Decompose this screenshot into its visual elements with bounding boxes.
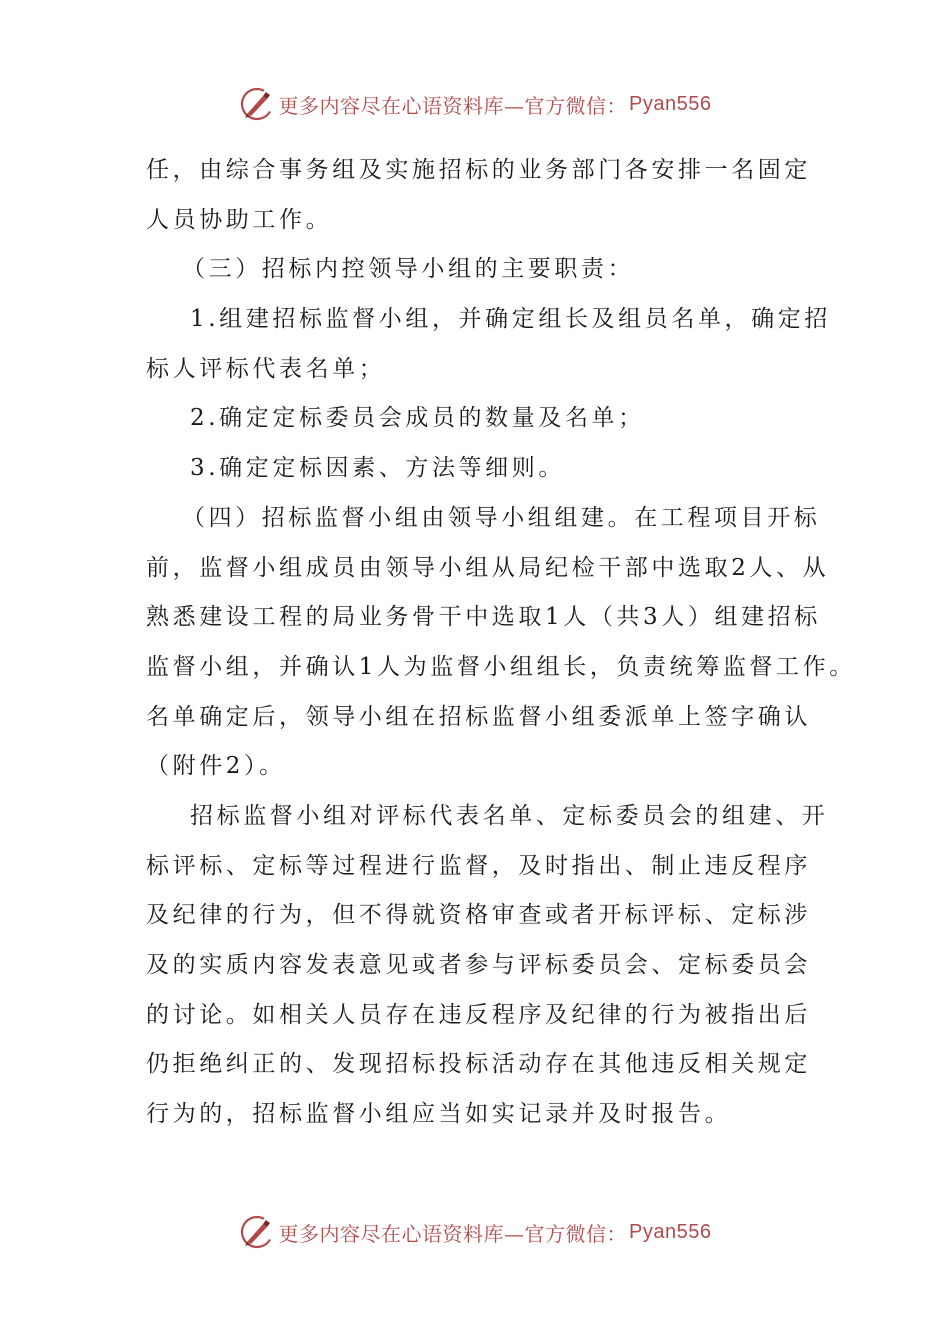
text-line: 名单确定后，领导小组在招标监督小组委派单上签字确认: [146, 703, 811, 730]
footer-watermark: [0, 1212, 950, 1252]
text-line: 熟悉建设工程的局业务骨干中选取1人（共3人）组建招标: [146, 604, 821, 631]
text-line: 人员协助工作。: [146, 206, 333, 233]
watermark-text: 更多内容尽在心语资料库—官方微信：: [278, 93, 628, 118]
list-item-3: 3.确定定标因素、方法等细则。: [190, 455, 565, 482]
list-item-2: 2.确定定标委员会成员的数量及名单；: [190, 405, 645, 432]
text-line: 的讨论。如相关人员存在违反程序及纪律的行为被指出后: [146, 1001, 811, 1028]
header-watermark: [0, 84, 950, 124]
section-heading-4: （四）招标监督小组由领导小组组建。在工程项目开标: [182, 504, 821, 531]
watermark-wechat-id: Pyan556: [629, 92, 712, 115]
paragraph-start: 招标监督小组对评标代表名单、定标委员会的组建、开: [190, 802, 829, 829]
list-item-1: 1.组建招标监督小组，并确定组长及组员名单，确定招: [190, 306, 831, 333]
document-body: [146, 146, 856, 1140]
text-line: 标评标、定标等过程进行监督，及时指出、制止违反程序: [146, 852, 811, 879]
text-line: 行为的，招标监督小组应当如实记录并及时报告。: [146, 1101, 732, 1128]
text-line: 及的实质内容发表意见或者参与评标委员会、定标委员会: [146, 952, 811, 978]
text-line: （附件2）。: [146, 753, 286, 780]
watermark-text: 更多内容尽在心语资料库—官方微信：: [278, 1221, 628, 1246]
text-line: 前，监督小组成员由领导小组从局纪检干部中选取2人、从: [146, 554, 830, 581]
watermark-wechat-id: Pyan556: [629, 1220, 712, 1243]
text-line: 标人评标代表名单；: [146, 355, 386, 382]
pen-logo-icon: [239, 86, 275, 122]
text-line: 及纪律的行为，但不得就资格审查或者开标评标、定标涉: [146, 902, 811, 929]
text-line: 任，由综合事务组及实施招标的业务部门各安排一名固定: [146, 157, 811, 183]
text-line: 监督小组，并确认1人为监督小组组长，负责统筹监督工作。: [146, 653, 856, 680]
section-heading-3: （三）招标内控领导小组的主要职责：: [182, 256, 635, 283]
text-line: 仍拒绝纠正的、发现招标投标活动存在其他违反相关规定: [146, 1051, 811, 1078]
pen-logo-icon: [239, 1214, 275, 1250]
